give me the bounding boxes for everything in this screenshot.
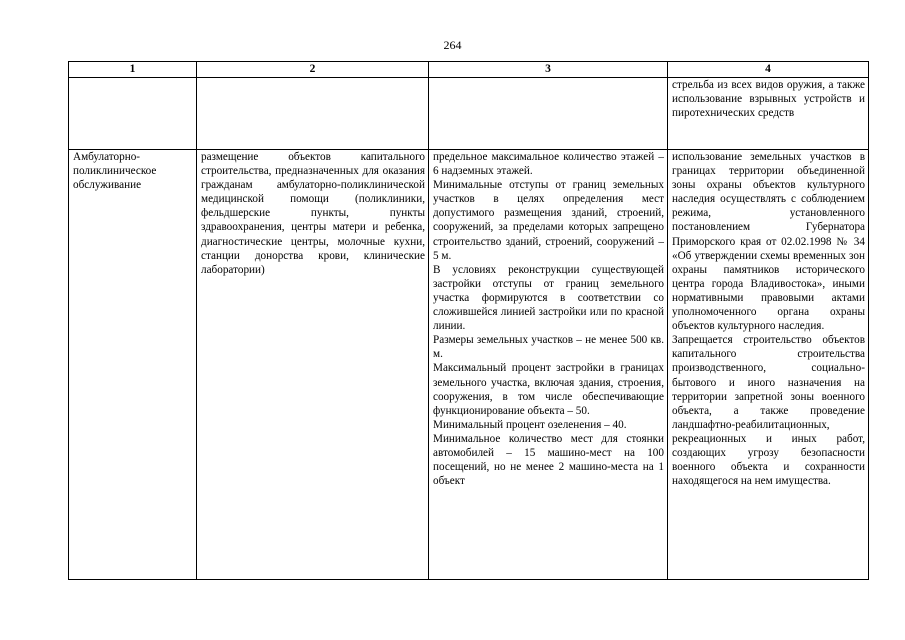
table-cell-use-description [197,150,429,580]
column-header-4: 4 [668,62,869,78]
cell-paragraph: размещение объектов капитального строительства, предназначенных для оказания гражданам амбулаторно-поликлинической медицинской помощи (поликлиники, фельдшерские пункты, пункты здравоохранения, центры матери и ребенка, диагностические центры, молочные кухни, станции донорства крови, клинические лаборатории) [201,151,425,276]
table-cell-restrictions [668,150,869,580]
cell-paragraph: Минимальный процент озеленения – 40. [433,418,627,431]
table-row [69,150,869,580]
table-cell-restrictions-continued [668,78,869,150]
zoning-regulations-table [68,61,869,580]
table-cell-use-type [69,150,197,580]
table-header-row [69,62,869,78]
column-header-2: 2 [197,62,429,78]
cell-paragraph: Максимальный процент застройки в границах земельного участка, включая здания, строения, сооружения, в том числе обеспечивающие функционирование объекта – 50. [433,362,664,417]
cell-paragraph: Размеры земельных участков – не менее 500 кв. м. [433,334,664,361]
table-cell-empty [429,78,668,150]
table-cell-empty [69,78,197,150]
cell-paragraph: Амбулаторно-поликлиническое обслуживание [73,151,157,192]
column-header-3: 3 [429,62,668,78]
cell-paragraph: использование земельных участков в границах территории объединенной зоны охраны объектов культурного наследия осуществлять с соблюдением режима, установленного постановлением Губернатора Приморского края от 02.02.1998 № 34 «Об утверждении схемы временных зон охраны памятников исторического центра города Владивостока», иными нормативными правовыми актами уполномоченного органа охраны объектов культурного наследия. [672,151,865,333]
table-row [69,78,869,150]
page-number: 264 [443,38,462,52]
cell-paragraph: Минимальное количество мест для стоянки автомобилей – 15 машино-мест на 100 посещений, но не менее 2 машино-места на 1 объект [433,432,664,488]
table-cell-empty [197,78,429,150]
table-cell-parameters [429,150,668,580]
cell-paragraph: Минимальные отступы от границ земельных участков в целях определения мест допустимого размещения зданий, строений, сооружений, за пределами которых запрещено строительство зданий, строений, сооружений – 5 м. [433,179,664,262]
cell-paragraph: Запрещается строительство объектов капитального строительства производственного, социально-бытового и иного назначения на территории запретной зоны военного объекта, а также проведение ландшафтно-реабилитационных, рекреационных и иных работ, создающих угрозу безопасности военного объекта и сохранности находящегося на нем имущества. [672,334,865,488]
column-header-1: 1 [69,62,197,78]
cell-paragraph: предельное максимальное количество этажей – 6 надземных этажей. [433,151,664,178]
cell-paragraph: стрельба из всех видов оружия, а также использование взрывных устройств и пиротехнических средств [672,79,865,120]
cell-paragraph: В условиях реконструкции существующей застройки отступы от границ земельного участка формируются в соответствии со сложившейся линией застройки или по красной линии. [433,263,664,333]
